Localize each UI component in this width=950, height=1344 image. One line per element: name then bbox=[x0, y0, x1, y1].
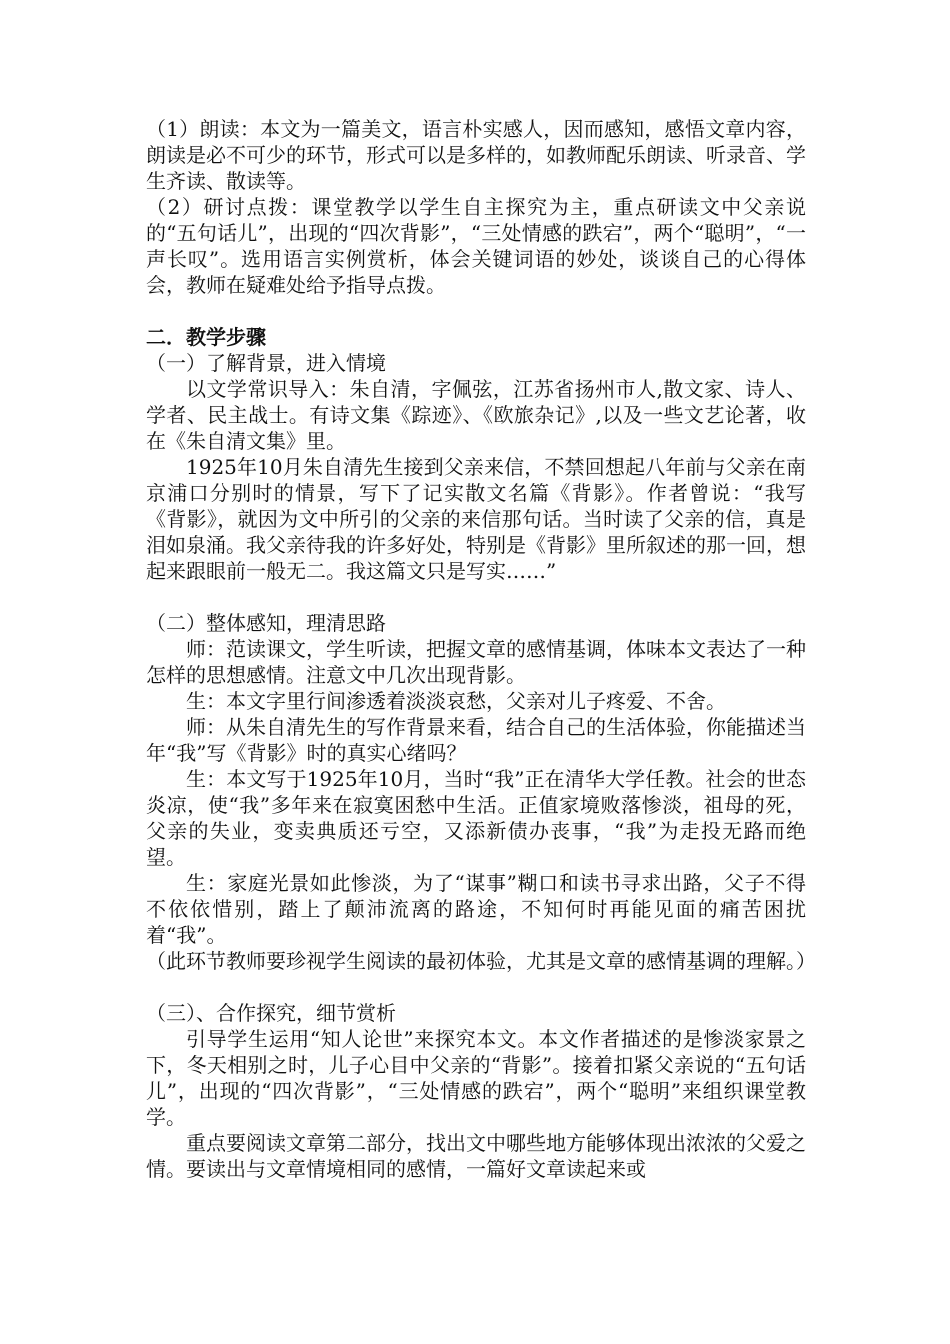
spacer bbox=[146, 974, 806, 1000]
part3-paragraph-1: 引导学生运用“知人论世”来探究本文。本文作者描述的是惨淡家景之下，冬天相别之时，儿子心目中父亲的“背影”。接着扣紧父亲说的“五句话儿”，出现的“四次背影”，“三处情感的跌宕”，两个“聪明”来组织课堂教学。 bbox=[146, 1027, 806, 1129]
part3-paragraph-2: 重点要阅读文章第二部分，找出文中哪些地方能够体现出浓浓的父爱之情。要读出与文章情境相同的感情，一篇好文章读起来或 bbox=[146, 1131, 806, 1181]
section-heading: 二．教学步骤 bbox=[146, 325, 266, 349]
spacer bbox=[146, 584, 806, 610]
intro-item-2: （2）研讨点拨：课堂教学以学生自主探究为主，重点研读文中父亲说的“五句话儿”，出现的“四次背影”，“三处情感的跌宕”，两个“聪明”，“一声长叹”。选用语言实例赏析，体会关键词语的妙处，谈谈自己的心得体会，教师在疑难处给予指导点拨。 bbox=[146, 195, 806, 297]
part1-paragraph-2: 1925年10月朱自清先生接到父亲来信，不禁回想起八年前与父亲在南京浦口分别时的情景，写下了记实散文名篇《背影》。作者曾说：“我写《背影》，就因为文中所引的父亲的来信那句话。当时读了父亲的信，真是泪如泉涌。我父亲待我的许多好处，特别是《背影》里所叙述的那一回，想起来跟眼前一般无二。我这篇文只是写实……” bbox=[146, 455, 806, 583]
part2-paragraph-4: 生：本文写于1925年10月，当时“我”正在清华大学任教。社会的世态炎凉，使“我”多年来在寂寞困愁中生活。正值家境败落惨淡，祖母的死，父亲的失业，变卖典质还亏空，又添新债办丧事，“我”为走投无路而绝望。 bbox=[146, 767, 806, 869]
part3-title: （三）、合作探究，细节赏析 bbox=[146, 1001, 396, 1025]
part2-paragraph-2: 生：本文字里行间渗透着淡淡哀愁，父亲对儿子疼爱、不舍。 bbox=[186, 689, 726, 713]
document-page bbox=[146, 116, 816, 1182]
part1-title: （一）了解背景，进入情境 bbox=[146, 351, 386, 375]
part2-paragraph-5: 生：家庭光景如此惨淡，为了“谋事”糊口和读书寻求出路，父子不得不依依惜别，踏上了颠沛流离的路途，不知何时再能见面的痛苦困扰着“我”。 bbox=[146, 871, 806, 947]
part2-title: （二）整体感知，理清思路 bbox=[146, 611, 386, 635]
intro-item-1: （1）朗读：本文为一篇美文，语言朴实感人，因而感知，感悟文章内容，朗读是必不可少的环节，形式可以是多样的，如教师配乐朗读、听录音、学生齐读、散读等。 bbox=[146, 117, 806, 193]
part2-paragraph-3: 师：从朱自清先生的写作背景来看，结合自己的生活体验，你能描述当年“我”写《背影》时的真实心绪吗？ bbox=[146, 715, 806, 765]
part2-paragraph-1: 师：范读课文，学生听读，把握文章的感情基调，体味本文表达了一种怎样的思想感情。注意文中几次出现背影。 bbox=[146, 637, 806, 687]
part1-paragraph-1: 以文学常识导入：朱自清，字佩弦，江苏省扬州市人,散文家、诗人、学者、民主战士。有诗文集《踪迹》、《欧旅杂记》,以及一些文艺论著，收在《朱自清文集》里。 bbox=[146, 377, 806, 453]
part2-note: （此环节教师要珍视学生阅读的最初体验，尤其是文章的感情基调的理解。） bbox=[146, 949, 816, 973]
spacer bbox=[146, 298, 806, 324]
